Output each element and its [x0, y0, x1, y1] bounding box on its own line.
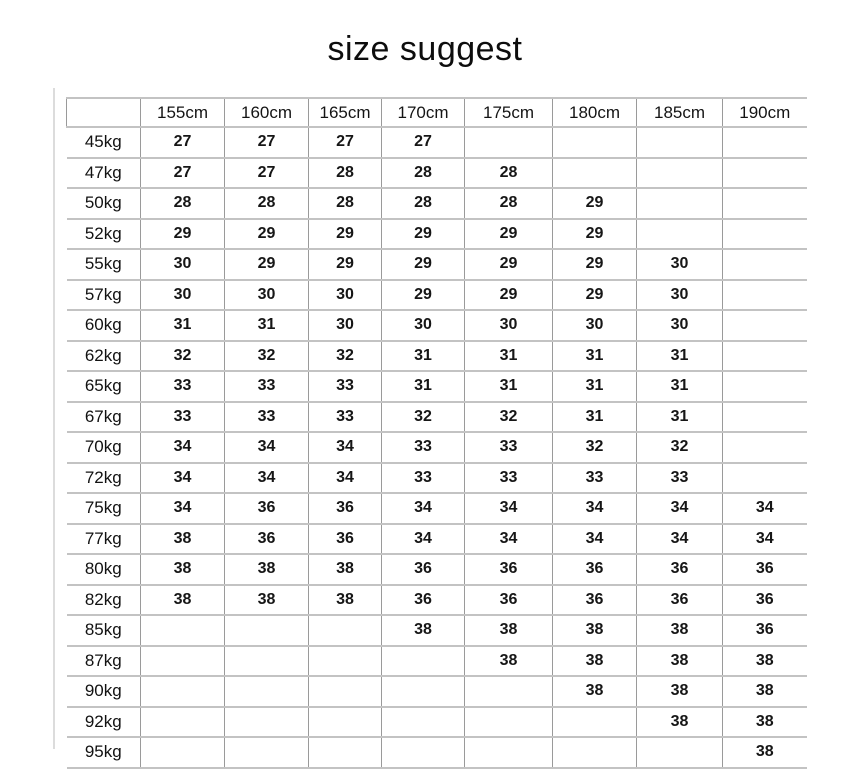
size-cell: 34	[553, 493, 637, 524]
size-cell: 36	[723, 585, 807, 616]
size-cell	[723, 158, 807, 189]
table-body	[67, 127, 807, 768]
row-label: 72kg	[67, 463, 141, 494]
size-cell: 34	[225, 432, 309, 463]
size-cell: 38	[637, 707, 723, 738]
size-cell: 32	[225, 341, 309, 372]
row-label: 92kg	[67, 707, 141, 738]
page-title: size suggest	[327, 30, 523, 68]
size-cell: 34	[382, 524, 465, 555]
size-cell: 33	[141, 402, 225, 433]
table-row-65kg	[67, 371, 807, 402]
table-row-62kg	[67, 341, 807, 372]
size-cell: 30	[553, 310, 637, 341]
table-row-87kg	[67, 646, 807, 677]
row-label: 67kg	[67, 402, 141, 433]
col-header-185cm: 185cm	[637, 98, 723, 127]
size-cell	[309, 615, 382, 646]
size-cell: 31	[637, 341, 723, 372]
row-label: 60kg	[67, 310, 141, 341]
table-row-77kg	[67, 524, 807, 555]
size-cell: 29	[225, 219, 309, 250]
size-cell: 28	[141, 188, 225, 219]
size-cell	[225, 707, 309, 738]
size-cell	[723, 341, 807, 372]
size-cell	[723, 280, 807, 311]
size-cell: 34	[309, 463, 382, 494]
row-label: 65kg	[67, 371, 141, 402]
size-cell: 29	[382, 219, 465, 250]
size-cell: 29	[553, 249, 637, 280]
size-cell: 33	[637, 463, 723, 494]
table-row-47kg	[67, 158, 807, 189]
size-cell: 29	[553, 219, 637, 250]
size-cell: 34	[553, 524, 637, 555]
size-cell: 38	[723, 646, 807, 677]
table-row-52kg	[67, 219, 807, 250]
size-cell: 36	[309, 493, 382, 524]
size-cell: 36	[723, 554, 807, 585]
size-cell: 33	[225, 371, 309, 402]
size-cell: 38	[309, 554, 382, 585]
size-cell	[465, 676, 553, 707]
size-cell	[225, 737, 309, 768]
size-cell	[723, 188, 807, 219]
table-row-80kg	[67, 554, 807, 585]
size-cell: 28	[382, 188, 465, 219]
size-cell: 38	[141, 524, 225, 555]
size-cell: 29	[141, 219, 225, 250]
size-cell: 28	[465, 158, 553, 189]
size-cell: 38	[723, 737, 807, 768]
size-cell	[553, 737, 637, 768]
row-label: 82kg	[67, 585, 141, 616]
size-cell	[465, 707, 553, 738]
size-cell: 31	[553, 341, 637, 372]
size-cell: 34	[465, 493, 553, 524]
size-cell	[637, 188, 723, 219]
size-cell: 29	[465, 219, 553, 250]
size-cell: 38	[553, 646, 637, 677]
size-cell	[309, 707, 382, 738]
row-label: 45kg	[67, 127, 141, 158]
size-cell: 34	[382, 493, 465, 524]
size-cell: 33	[382, 432, 465, 463]
table-row-45kg	[67, 127, 807, 158]
table-row-50kg	[67, 188, 807, 219]
row-label: 87kg	[67, 646, 141, 677]
row-label: 57kg	[67, 280, 141, 311]
size-cell	[637, 158, 723, 189]
col-header-155cm: 155cm	[141, 98, 225, 127]
size-cell: 28	[309, 188, 382, 219]
size-cell: 33	[382, 463, 465, 494]
col-header-165cm: 165cm	[309, 98, 382, 127]
size-cell: 27	[225, 127, 309, 158]
size-cell: 32	[382, 402, 465, 433]
size-cell: 27	[225, 158, 309, 189]
row-label: 90kg	[67, 676, 141, 707]
size-cell: 34	[723, 493, 807, 524]
row-label: 77kg	[67, 524, 141, 555]
size-cell: 31	[465, 371, 553, 402]
row-label: 55kg	[67, 249, 141, 280]
size-cell: 34	[637, 493, 723, 524]
size-cell: 36	[723, 615, 807, 646]
size-cell: 38	[723, 707, 807, 738]
size-cell: 32	[141, 341, 225, 372]
size-cell	[141, 646, 225, 677]
size-cell: 33	[465, 463, 553, 494]
table-row-60kg	[67, 310, 807, 341]
size-cell: 31	[637, 402, 723, 433]
size-cell: 31	[382, 341, 465, 372]
size-cell: 34	[141, 493, 225, 524]
size-cell	[723, 127, 807, 158]
header-row	[67, 98, 807, 127]
size-cell: 27	[382, 127, 465, 158]
size-cell: 28	[465, 188, 553, 219]
size-cell: 30	[141, 280, 225, 311]
size-cell	[141, 676, 225, 707]
size-cell	[382, 676, 465, 707]
size-cell	[465, 737, 553, 768]
size-cell: 36	[382, 554, 465, 585]
size-cell	[723, 402, 807, 433]
size-cell: 29	[382, 249, 465, 280]
size-cell: 36	[553, 585, 637, 616]
size-cell: 30	[225, 280, 309, 311]
size-cell: 36	[553, 554, 637, 585]
row-label: 50kg	[67, 188, 141, 219]
size-cell: 33	[553, 463, 637, 494]
size-cell: 34	[141, 463, 225, 494]
size-cell	[553, 707, 637, 738]
size-cell: 31	[553, 402, 637, 433]
size-cell: 29	[309, 219, 382, 250]
row-label: 80kg	[67, 554, 141, 585]
col-header-160cm: 160cm	[225, 98, 309, 127]
size-cell: 27	[141, 127, 225, 158]
size-cell: 29	[553, 280, 637, 311]
size-cell	[141, 737, 225, 768]
size-suggest-table	[66, 97, 807, 769]
size-cell: 30	[637, 249, 723, 280]
size-cell	[553, 127, 637, 158]
size-cell: 33	[141, 371, 225, 402]
size-cell: 36	[465, 554, 553, 585]
size-cell	[382, 707, 465, 738]
table-row-67kg	[67, 402, 807, 433]
size-cell: 28	[309, 158, 382, 189]
size-cell: 38	[141, 585, 225, 616]
size-cell: 31	[637, 371, 723, 402]
size-cell: 38	[141, 554, 225, 585]
size-cell: 36	[465, 585, 553, 616]
col-header-170cm: 170cm	[382, 98, 465, 127]
size-cell: 31	[382, 371, 465, 402]
corner-cell	[67, 98, 141, 127]
size-cell	[637, 127, 723, 158]
row-label: 85kg	[67, 615, 141, 646]
size-cell: 38	[637, 676, 723, 707]
size-cell: 30	[637, 280, 723, 311]
size-cell	[225, 646, 309, 677]
size-cell: 28	[382, 158, 465, 189]
col-header-175cm: 175cm	[465, 98, 553, 127]
size-cell: 27	[141, 158, 225, 189]
size-cell	[465, 127, 553, 158]
size-cell: 32	[465, 402, 553, 433]
size-cell: 36	[309, 524, 382, 555]
size-cell	[309, 646, 382, 677]
size-cell: 29	[465, 280, 553, 311]
size-cell	[225, 676, 309, 707]
size-cell	[723, 249, 807, 280]
table-row-90kg	[67, 676, 807, 707]
size-cell: 29	[309, 249, 382, 280]
table-row-95kg	[67, 737, 807, 768]
row-label: 95kg	[67, 737, 141, 768]
table-row-55kg	[67, 249, 807, 280]
size-cell	[382, 646, 465, 677]
table-row-92kg	[67, 707, 807, 738]
size-cell: 28	[225, 188, 309, 219]
size-cell: 31	[553, 371, 637, 402]
size-cell: 30	[465, 310, 553, 341]
table-row-75kg	[67, 493, 807, 524]
size-cell: 36	[225, 524, 309, 555]
table-row-70kg	[67, 432, 807, 463]
size-cell: 38	[465, 646, 553, 677]
size-cell	[382, 737, 465, 768]
size-cell: 30	[637, 310, 723, 341]
size-cell	[637, 737, 723, 768]
table-row-72kg	[67, 463, 807, 494]
size-cell: 34	[723, 524, 807, 555]
size-cell: 32	[637, 432, 723, 463]
size-cell: 29	[382, 280, 465, 311]
size-cell: 38	[637, 646, 723, 677]
size-cell: 29	[465, 249, 553, 280]
size-cell: 33	[225, 402, 309, 433]
size-cell	[225, 615, 309, 646]
size-cell: 38	[553, 615, 637, 646]
size-cell: 38	[637, 615, 723, 646]
table-row-57kg	[67, 280, 807, 311]
size-cell: 33	[309, 371, 382, 402]
size-cell: 34	[309, 432, 382, 463]
size-cell: 36	[637, 585, 723, 616]
size-cell: 29	[225, 249, 309, 280]
row-label: 47kg	[67, 158, 141, 189]
size-cell	[553, 158, 637, 189]
size-cell	[309, 737, 382, 768]
size-cell: 31	[141, 310, 225, 341]
table-row-82kg	[67, 585, 807, 616]
left-edge-line	[53, 88, 55, 749]
size-cell: 30	[309, 310, 382, 341]
size-cell	[723, 463, 807, 494]
size-cell: 36	[382, 585, 465, 616]
size-cell: 34	[141, 432, 225, 463]
row-label: 62kg	[67, 341, 141, 372]
row-label: 75kg	[67, 493, 141, 524]
size-cell: 31	[465, 341, 553, 372]
size-cell: 33	[309, 402, 382, 433]
size-cell	[637, 219, 723, 250]
size-cell: 38	[382, 615, 465, 646]
size-cell: 27	[309, 127, 382, 158]
size-cell: 34	[225, 463, 309, 494]
size-cell: 32	[309, 341, 382, 372]
size-cell: 32	[553, 432, 637, 463]
size-cell: 38	[225, 585, 309, 616]
size-cell: 30	[141, 249, 225, 280]
size-cell: 30	[382, 310, 465, 341]
size-cell: 38	[465, 615, 553, 646]
size-cell: 38	[225, 554, 309, 585]
size-cell	[723, 371, 807, 402]
size-cell: 34	[637, 524, 723, 555]
size-cell: 30	[309, 280, 382, 311]
size-cell	[723, 219, 807, 250]
row-label: 52kg	[67, 219, 141, 250]
size-cell: 38	[723, 676, 807, 707]
size-cell: 36	[637, 554, 723, 585]
size-cell: 29	[553, 188, 637, 219]
size-cell: 34	[465, 524, 553, 555]
col-header-190cm: 190cm	[723, 98, 807, 127]
size-cell: 36	[225, 493, 309, 524]
size-cell: 31	[225, 310, 309, 341]
size-cell	[309, 676, 382, 707]
size-cell: 33	[465, 432, 553, 463]
row-label: 70kg	[67, 432, 141, 463]
size-cell	[141, 707, 225, 738]
size-cell	[723, 432, 807, 463]
size-cell: 38	[309, 585, 382, 616]
size-cell	[141, 615, 225, 646]
size-cell: 38	[553, 676, 637, 707]
col-header-180cm: 180cm	[553, 98, 637, 127]
size-cell	[723, 310, 807, 341]
table-row-85kg	[67, 615, 807, 646]
